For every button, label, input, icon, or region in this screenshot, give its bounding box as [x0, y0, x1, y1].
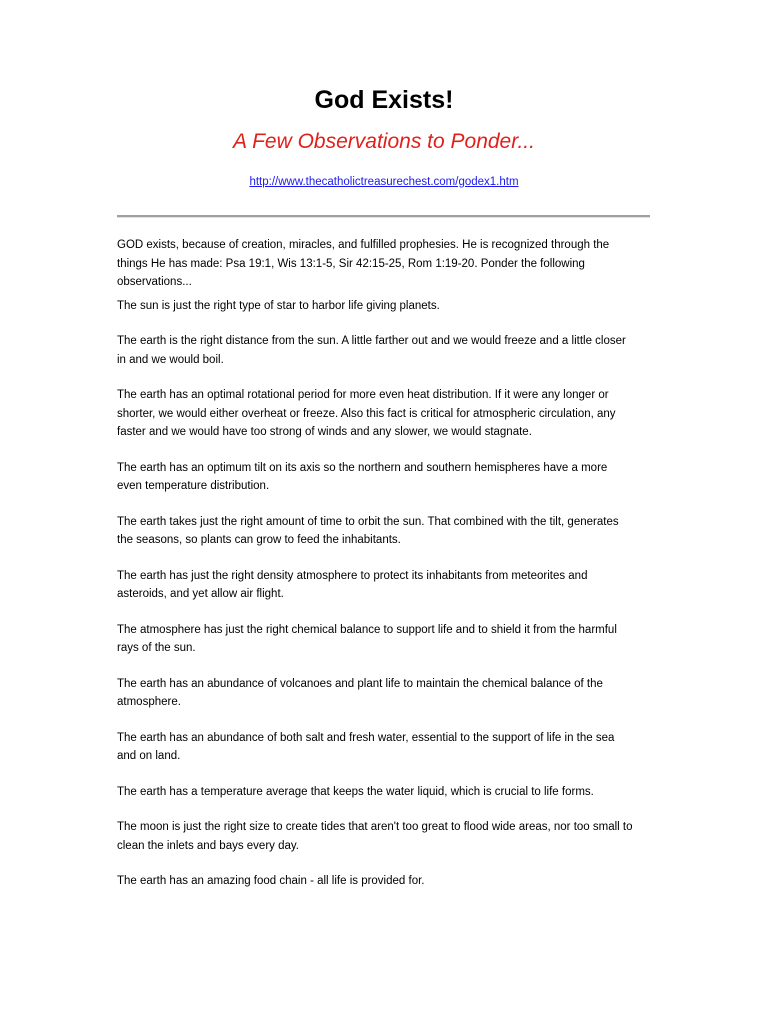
paragraph: The earth has an abundance of both salt and fresh water, essential to the support of life in the sea and on land. [117, 731, 615, 762]
paragraph: The earth takes just the right amount of time to orbit the sun. That combined with the tilt, generates the seasons, so plants can grow to feed the inhabitants. [117, 515, 619, 546]
source-link[interactable]: http://www.thecatholictreasurechest.com/godex1.htm [249, 176, 519, 188]
paragraph: The earth has an abundance of volcanoes and plant life to maintain the chemical balance of the atmosphere. [117, 677, 603, 708]
paragraph: The earth is the right distance from the sun. A little farther out and we would freeze and a little closer in and we would boil. [117, 335, 626, 366]
page-subtitle: A Few Observations to Ponder... [233, 130, 535, 153]
source-link-container [0, 176, 768, 188]
paragraph: The earth has just the right density atmosphere to protect its inhabitants from meteorites and asteroids, and yet allow air flight. [117, 569, 588, 600]
paragraph: The atmosphere has just the right chemical balance to support life and to shield it from the harmful rays of the sun. [117, 623, 617, 654]
paragraph: The earth has an optimum tilt on its axis so the northern and southern hemispheres have a more even temperature distribution. [117, 461, 608, 492]
paragraph: The earth has an amazing food chain - all life is provided for. [117, 875, 425, 887]
intro-paragraph: GOD exists, because of creation, miracles, and fulfilled prophesies. He is recognized through the things He has made: Psa 19:1, Wis 13:1-5, Sir 42:15-25, Rom 1:19-20. Ponder the following observations... [117, 239, 610, 288]
paragraph: The moon is just the right size to create tides that aren't too great to flood wide areas, nor too small to clean the inlets and bays every day. [117, 821, 633, 852]
paragraph: The earth has an optimal rotational period for more even heat distribution. If it were any longer or shorter, we would either overheat or freeze. Also this fact is critical for atmospheric circulation, any faster and we would have too strong of winds and any slower, we would stagnate. [117, 389, 616, 438]
paragraph: The sun is just the right type of star to harbor life giving planets. [117, 299, 440, 312]
page-title: God Exists! [314, 86, 454, 114]
horizontal-divider [117, 215, 650, 218]
body-text [117, 236, 635, 908]
paragraph: The earth has a temperature average that keeps the water liquid, which is crucial to life forms. [117, 785, 594, 798]
